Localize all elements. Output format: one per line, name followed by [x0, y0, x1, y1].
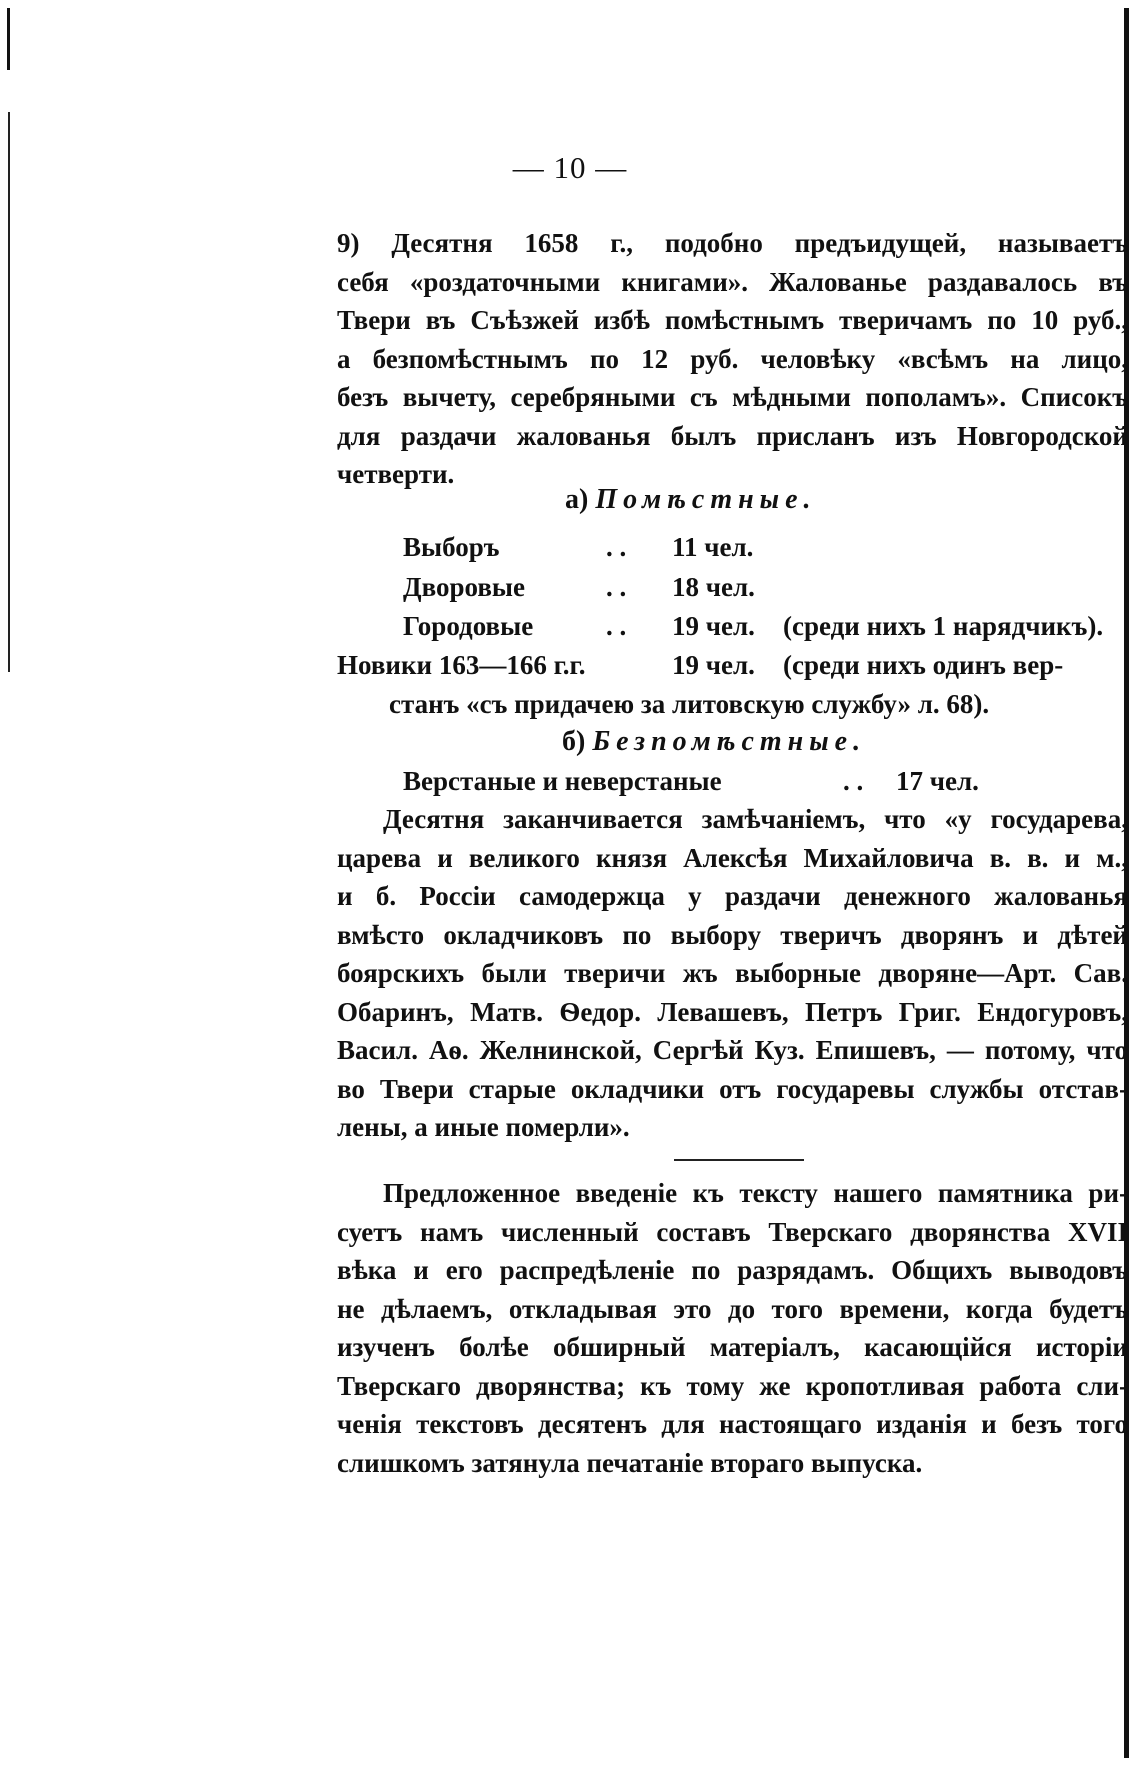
text-line: во Твери старые окладчики отъ государевы службы отстав-	[337, 1073, 1128, 1104]
heading-title: Безпомѣстные.	[592, 726, 867, 757]
text-line: не дѣлаемъ, откладывая это до того времени, когда будетъ	[337, 1293, 1128, 1324]
text-line: слишкомъ затянула печатаніе втораго выпуска.	[337, 1447, 923, 1478]
roster-name: Верстаные и неверстаные	[403, 766, 722, 796]
text-line: царева и великого князя Алексѣя Михайловича в. в. и м.,	[337, 842, 1128, 873]
roster-dots: . .	[606, 532, 627, 562]
text-line: Васил. Аѳ. Желнинской, Сергѣй Куз. Епишевъ, — потому, что	[337, 1035, 1128, 1065]
roster-count: 11 чел.	[672, 532, 754, 562]
text-line: вмѣсто окладчиковъ по выбору тверичъ дворянъ и дѣтей	[337, 919, 1128, 950]
section-heading-a	[565, 484, 817, 516]
section-divider	[674, 1159, 804, 1161]
roster-count: 19 чел.	[672, 650, 755, 680]
scan-edge-left-top	[7, 8, 10, 70]
roster-note: (среди нихъ одинъ вер-	[783, 650, 1064, 680]
roster-name: Новики 163—166 г.г.	[337, 650, 586, 680]
paragraph-2	[337, 800, 1128, 1147]
roster-name: Выборъ	[403, 532, 500, 562]
text-line: а безпомѣстнымъ по 12 руб. человѣку «всѣмъ на лицо,	[337, 343, 1128, 374]
text-line: Твери въ Съѣзжей избѣ помѣстнымъ тверичамъ по 10 руб.,	[337, 305, 1128, 335]
paragraph-1	[337, 224, 1128, 494]
paragraph-3	[337, 1174, 1128, 1482]
text-line: безъ вычету, серебряными съ мѣдными пополамъ». Списокъ	[337, 382, 1128, 412]
roster-note: (среди нихъ 1 нарядчикъ).	[783, 611, 1104, 641]
roster-count: 17 чел.	[896, 766, 979, 796]
roster-count: 18 чел.	[672, 572, 755, 602]
text-line: и б. Россіи самодержца у раздачи денежного жалованья	[337, 881, 1128, 911]
roster-count: 19 чел.	[672, 611, 755, 641]
text-line: Обаринъ, Матв. Ѳедор. Левашевъ, Петръ Григ. Ендогуровъ,	[337, 996, 1128, 1027]
scan-edge-left	[8, 112, 10, 672]
text-line: себя «роздаточными книгами». Жалованье раздавалось въ	[337, 266, 1128, 297]
roster-dots: . .	[606, 572, 627, 602]
text-line: 9) Десятня 1658 г., подобно предъидущей, называетъ	[337, 228, 1128, 258]
text-line: для раздачи жалованья былъ присланъ изъ Новгородской	[337, 420, 1128, 451]
heading-label: б)	[562, 726, 586, 757]
heading-title: Помѣстные.	[595, 484, 817, 515]
text-line: лены, а иные померли».	[337, 1112, 630, 1142]
text-line: Предложенное введеніе къ тексту нашего памятника ри-	[383, 1178, 1128, 1208]
text-line: изученъ болѣе обширный матеріалъ, касающійся исторіи	[337, 1332, 1128, 1362]
text-line: четверти.	[337, 459, 455, 489]
heading-label: а)	[565, 484, 589, 515]
text-line: суетъ намъ численный составъ Тверскаго дворянства XVII	[337, 1216, 1128, 1247]
document-page: — 10 — 9) Десятня 1658 г., подобно предъидущей, называетъ себя «роздаточными книгами». Жалованье раздавалось въ Твери въ Съѣзжей избѣ помѣстнымъ тверичамъ по 10 руб., а безпомѣстнымъ по 12 руб. человѣку «всѣмъ на лицо, безъ вычету, серебряными съ мѣдными пополамъ». Списокъ для раздачи жалованья былъ присланъ изъ Новгородской четверти. а) Помѣстные. Выборъ . . 11 чел. Дворовые . . 18 чел. Городовые . . 19 чел. (среди нихъ 1 нарядчикъ). Новики 163—166 г.г. 19 чел. (среди нихъ одинъ вер- станъ «съ придачею за литовскую службу» л. 68). б) Безпомѣстные. Верстаные и неверстаные . . 17 чел. Десятня заканчивается замѣчаніемъ, что «у государева, царева и великого князя Алексѣя Михайловича в. в. и м., и б. Россіи самодержца у раздачи денежного жалованья вмѣсто окладчиковъ по выбору тверичъ дворянъ и дѣтей боярскихъ были тверичи жъ выборные дворяне—Арт. Сав. Обаринъ, Матв. Ѳедор. Левашевъ, Петръ Григ. Ендогуровъ, Васил. Аѳ. Желнинской, Сергѣй Куз. Епишевъ, — потому, что во Твери старые окладчики отъ государевы службы отстав- лены, а иные померли». Предложенное введеніе къ тексту нашего памятника ри- суетъ намъ численный составъ Тверскаго дворянства XVII вѣка и его распредѣленіе по разрядамъ. Общихъ выводовъ не дѣлаемъ, откладывая это до того времени, когда будетъ изученъ болѣе обширный матеріалъ, касающійся исторіи Тверскаго дворянства; къ тому же кропотливая работа сли- ченія текстовъ десятенъ для настоящаго изданія и безъ того слишкомъ затянула печатаніе втораго выпуска.	[0, 0, 1140, 1767]
text-line: боярскихъ были тверичи жъ выборные дворяне—Арт. Сав.	[337, 958, 1128, 988]
text-line: Десятня заканчивается замѣчаніемъ, что «у государева,	[383, 804, 1128, 834]
roster-name: Дворовые	[403, 572, 525, 602]
text-line: вѣка и его распредѣленіе по разрядамъ. Общихъ выводовъ	[337, 1255, 1128, 1285]
page-number: — 10 —	[512, 150, 628, 185]
section-heading-b	[562, 726, 866, 758]
roster-dots: . .	[606, 611, 627, 641]
roster-dots: . .	[843, 766, 864, 796]
text-line: Тверскаго дворянства; къ тому же кропотливая работа сли-	[337, 1370, 1128, 1401]
text-line: ченія текстовъ десятенъ для настоящаго изданія и безъ того	[337, 1409, 1128, 1439]
roster-name: Городовые	[403, 611, 534, 641]
